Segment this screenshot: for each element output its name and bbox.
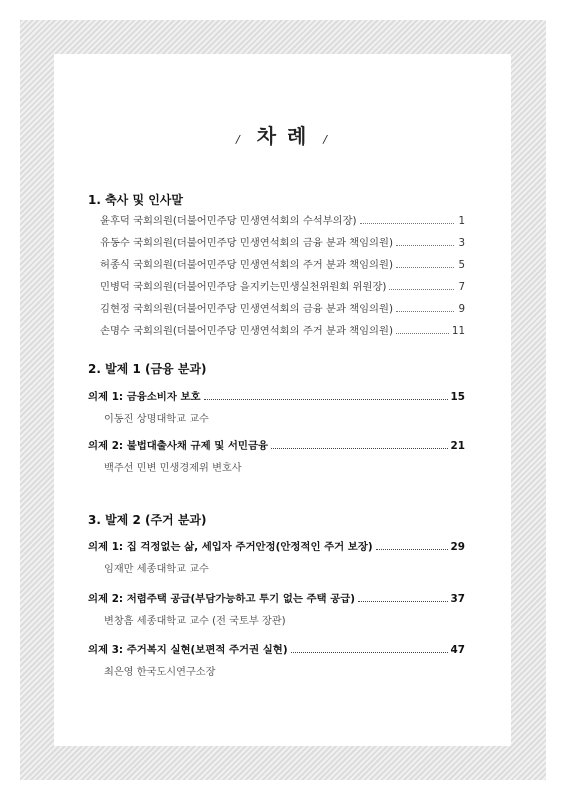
speaker: 변창흠 세종대학교 교수 (전 국토부 장관) xyxy=(104,616,286,627)
toc-entry[interactable] xyxy=(100,233,465,249)
dot-leader xyxy=(271,447,448,449)
topic-title: 의제 3: 주거복지 실현(보편적 주거권 실현) xyxy=(88,644,288,656)
section-heading-1: 1. 축사 및 인사말 xyxy=(88,193,183,207)
toc-entry-text: 윤후덕 국회의원(더불어민주당 민생연석회의 수석부의장) xyxy=(100,215,357,227)
toc-entry[interactable] xyxy=(100,299,465,315)
page-number: 3 xyxy=(458,237,465,249)
page-number: 15 xyxy=(450,391,465,403)
topic-entry[interactable] xyxy=(88,436,465,452)
page-number: 21 xyxy=(450,440,465,452)
title-slash-right: / xyxy=(323,133,329,146)
toc-entry[interactable] xyxy=(100,255,465,271)
toc-entry[interactable] xyxy=(100,321,465,337)
dot-leader xyxy=(291,651,448,653)
topic-entry[interactable] xyxy=(88,387,465,403)
section-heading-2: 2. 발제 1 (금융 분과) xyxy=(88,362,207,376)
topic-entry[interactable] xyxy=(88,537,465,553)
page-number: 37 xyxy=(450,593,465,605)
toc-title xyxy=(54,120,511,149)
speaker: 백주선 민변 민생경제위 변호사 xyxy=(104,463,242,474)
toc-entry-text: 손명수 국회의원(더불어민주당 민생연석회의 주거 분과 책임의원) xyxy=(100,325,393,337)
speaker: 최은영 한국도시연구소장 xyxy=(104,667,216,678)
page-number: 7 xyxy=(458,281,465,293)
title-text: 차 례 xyxy=(256,124,309,148)
page-number: 47 xyxy=(450,644,465,656)
dot-leader xyxy=(396,310,454,312)
toc-entry-text: 유동수 국회의원(더불어민주당 민생연석회의 금융 분과 책임의원) xyxy=(100,237,393,249)
toc-entry-text: 김현정 국회의원(더불어민주당 민생연석회의 금융 분과 책임의원) xyxy=(100,303,393,315)
page-number: 5 xyxy=(458,259,465,271)
page-number: 29 xyxy=(450,541,465,553)
dot-leader xyxy=(358,600,448,602)
dot-leader xyxy=(396,266,454,268)
dot-leader xyxy=(389,288,454,290)
topic-title: 의제 1: 집 걱정없는 삶, 세입자 주거안정(안정적인 주거 보장) xyxy=(88,541,373,553)
page-number: 1 xyxy=(458,215,465,227)
title-slash-left: / xyxy=(236,133,242,146)
topic-title: 의제 2: 불법대출사채 규제 및 서민금융 xyxy=(88,440,269,452)
dot-leader xyxy=(204,398,448,400)
toc-entry[interactable] xyxy=(100,277,465,293)
dot-leader xyxy=(396,244,454,246)
dot-leader xyxy=(376,548,448,550)
topic-title: 의제 2: 저렴주택 공급(부담가능하고 투기 없는 주택 공급) xyxy=(88,593,356,605)
toc-entry-text: 허종식 국회의원(더불어민주당 민생연석회의 주거 분과 책임의원) xyxy=(100,259,393,271)
toc-entry-text: 민병덕 국회의원(더불어민주당 을지키는민생실천위원회 위원장) xyxy=(100,281,387,293)
topic-entry[interactable] xyxy=(88,640,465,656)
page-number: 9 xyxy=(458,303,465,315)
toc-entry[interactable] xyxy=(100,211,465,227)
topic-entry[interactable] xyxy=(88,589,465,605)
section-heading-3: 3. 발제 2 (주거 분과) xyxy=(88,513,207,527)
page-number: 11 xyxy=(451,325,465,337)
toc-page xyxy=(54,54,511,746)
dot-leader xyxy=(396,332,449,334)
dot-leader xyxy=(360,222,454,224)
speaker: 임재만 세종대학교 교수 xyxy=(104,564,209,575)
speaker: 이동진 상명대학교 교수 xyxy=(104,414,209,425)
topic-title: 의제 1: 금융소비자 보호 xyxy=(88,391,201,403)
